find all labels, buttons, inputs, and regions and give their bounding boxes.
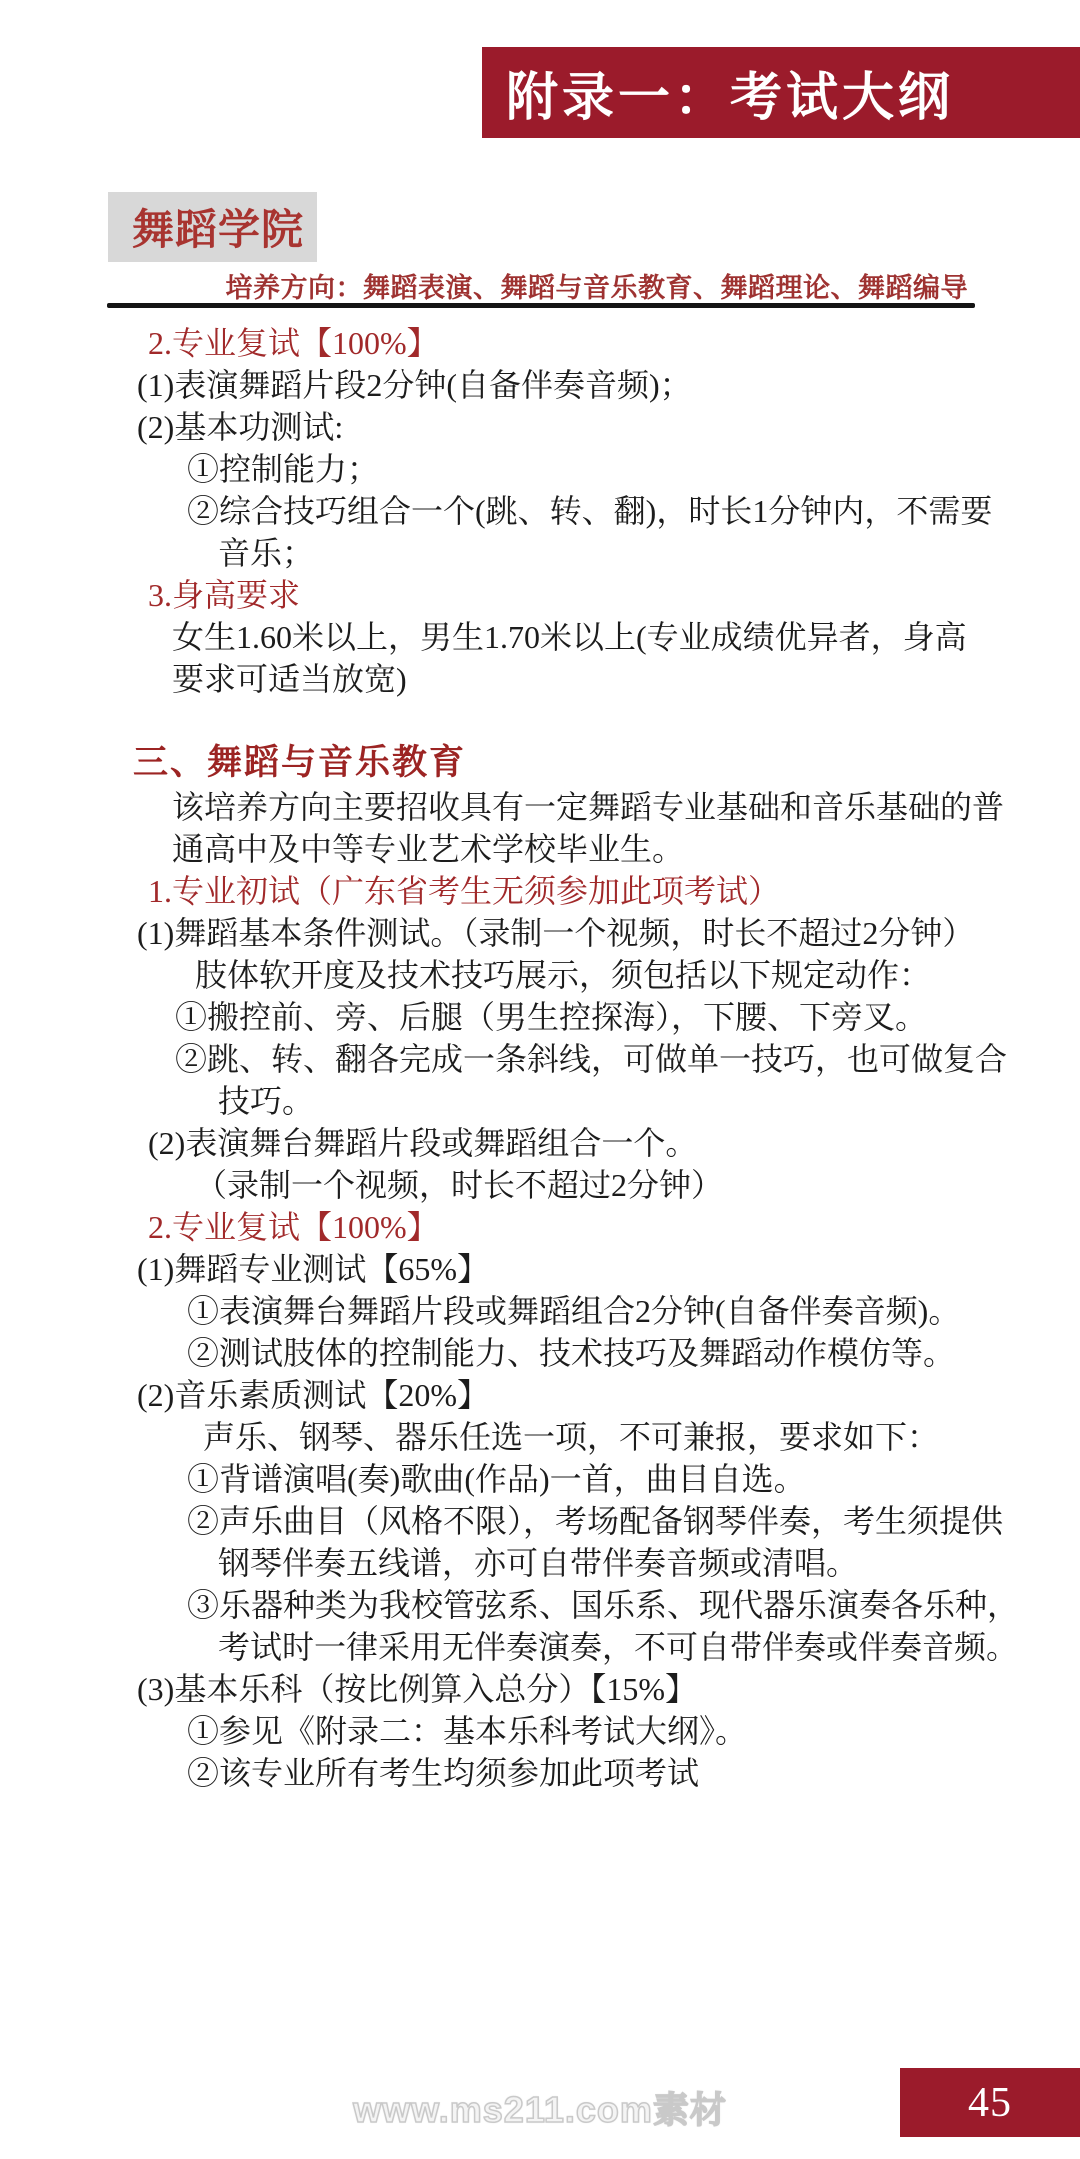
body-line: (3)基本乐科（按比例算入总分）【15%】 <box>137 1671 697 1707</box>
school-title-box <box>108 192 317 262</box>
body-line: 三、舞蹈与音乐教育 <box>133 743 467 782</box>
body-line: ①控制能力； <box>187 451 380 487</box>
body-line: ①搬控前、旁、后腿（男生控探海），下腰、下旁叉。 <box>175 999 928 1035</box>
watermark-text: www.ms211.com素材 <box>353 2089 727 2130</box>
body-line: (1)表演舞蹈片段2分钟(自备伴奏音频)； <box>137 367 692 403</box>
body-line: ③乐器种类为我校管弦系、国乐系、现代器乐演奏各乐种， <box>187 1587 1020 1623</box>
body-line: 3.身高要求 <box>148 577 301 613</box>
body-line: 要求可适当放宽) <box>172 661 407 697</box>
appendix-header-banner <box>482 47 1080 138</box>
body-line: ①背谱演唱(奏)歌曲(作品)一首，曲目自选。 <box>187 1461 806 1497</box>
training-directions-line: 培养方向：舞蹈表演、舞蹈与音乐教育、舞蹈理论、舞蹈编导 <box>225 273 968 303</box>
body-line: (1)舞蹈基本条件测试。（录制一个视频，时长不超过2分钟） <box>137 915 975 951</box>
body-line: ②综合技巧组合一个(跳、转、翻)，时长1分钟内，不需要 <box>187 493 993 529</box>
body-line: 钢琴伴奏五线谱，亦可自带伴奏音频或清唱。 <box>218 1545 859 1581</box>
body-line: 考试时一律采用无伴奏演奏，不可自带伴奏或伴奏音频。 <box>218 1629 1019 1665</box>
body-line: 声乐、钢琴、器乐任选一项，不可兼报，要求如下： <box>203 1419 940 1455</box>
page-number: 45 <box>968 2079 1012 2126</box>
body-line: ②测试肢体的控制能力、技术技巧及舞蹈动作模仿等。 <box>187 1335 956 1371</box>
body-line: 1.专业初试（广东省考生无须参加此项考试） <box>148 873 781 909</box>
body-line: (2)音乐素质测试【20%】 <box>137 1377 489 1413</box>
body-line: 2.专业复试【100%】 <box>148 1209 439 1245</box>
body-line: ①参见《附录二：基本乐科考试大纲》。 <box>187 1713 748 1749</box>
body-line: 2.专业复试【100%】 <box>148 325 439 361</box>
body-line: ①表演舞台舞蹈片段或舞蹈组合2分钟(自备伴奏音频)。 <box>187 1293 961 1329</box>
body-line: (2)表演舞台舞蹈片段或舞蹈组合一个。 <box>148 1125 698 1161</box>
body-line: (1)舞蹈专业测试【65%】 <box>137 1251 489 1287</box>
banner-title: 附录一：考试大纲 <box>506 70 955 127</box>
page-number-badge <box>900 2068 1080 2137</box>
body-line: 肢体软开度及技术技巧展示，须包括以下规定动作： <box>195 957 932 993</box>
body-line: 该培养方向主要招收具有一定舞蹈专业基础和音乐基础的普 <box>172 789 1005 825</box>
body-line: 女生1.60米以上，男生1.70米以上(专业成绩优异者，身高 <box>172 619 967 655</box>
body-line: 音乐； <box>218 535 315 571</box>
body-line: ②该专业所有考生均须参加此项考试 <box>187 1755 700 1791</box>
body-line: ②声乐曲目（风格不限），考场配备钢琴伴奏，考生须提供 <box>187 1503 1004 1539</box>
body-line: 技巧。 <box>218 1083 315 1119</box>
body-line: （录制一个视频，时长不超过2分钟） <box>195 1167 724 1203</box>
school-title: 舞蹈学院 <box>132 208 305 254</box>
body-text <box>0 322 1080 1794</box>
body-line: (2)基本功测试: <box>137 409 344 445</box>
body-line: ②跳、转、翻各完成一条斜线，可做单一技巧，也可做复合 <box>175 1041 1008 1077</box>
divider-rule <box>107 303 975 308</box>
body-line: 通高中及中等专业艺术学校毕业生。 <box>172 831 685 867</box>
